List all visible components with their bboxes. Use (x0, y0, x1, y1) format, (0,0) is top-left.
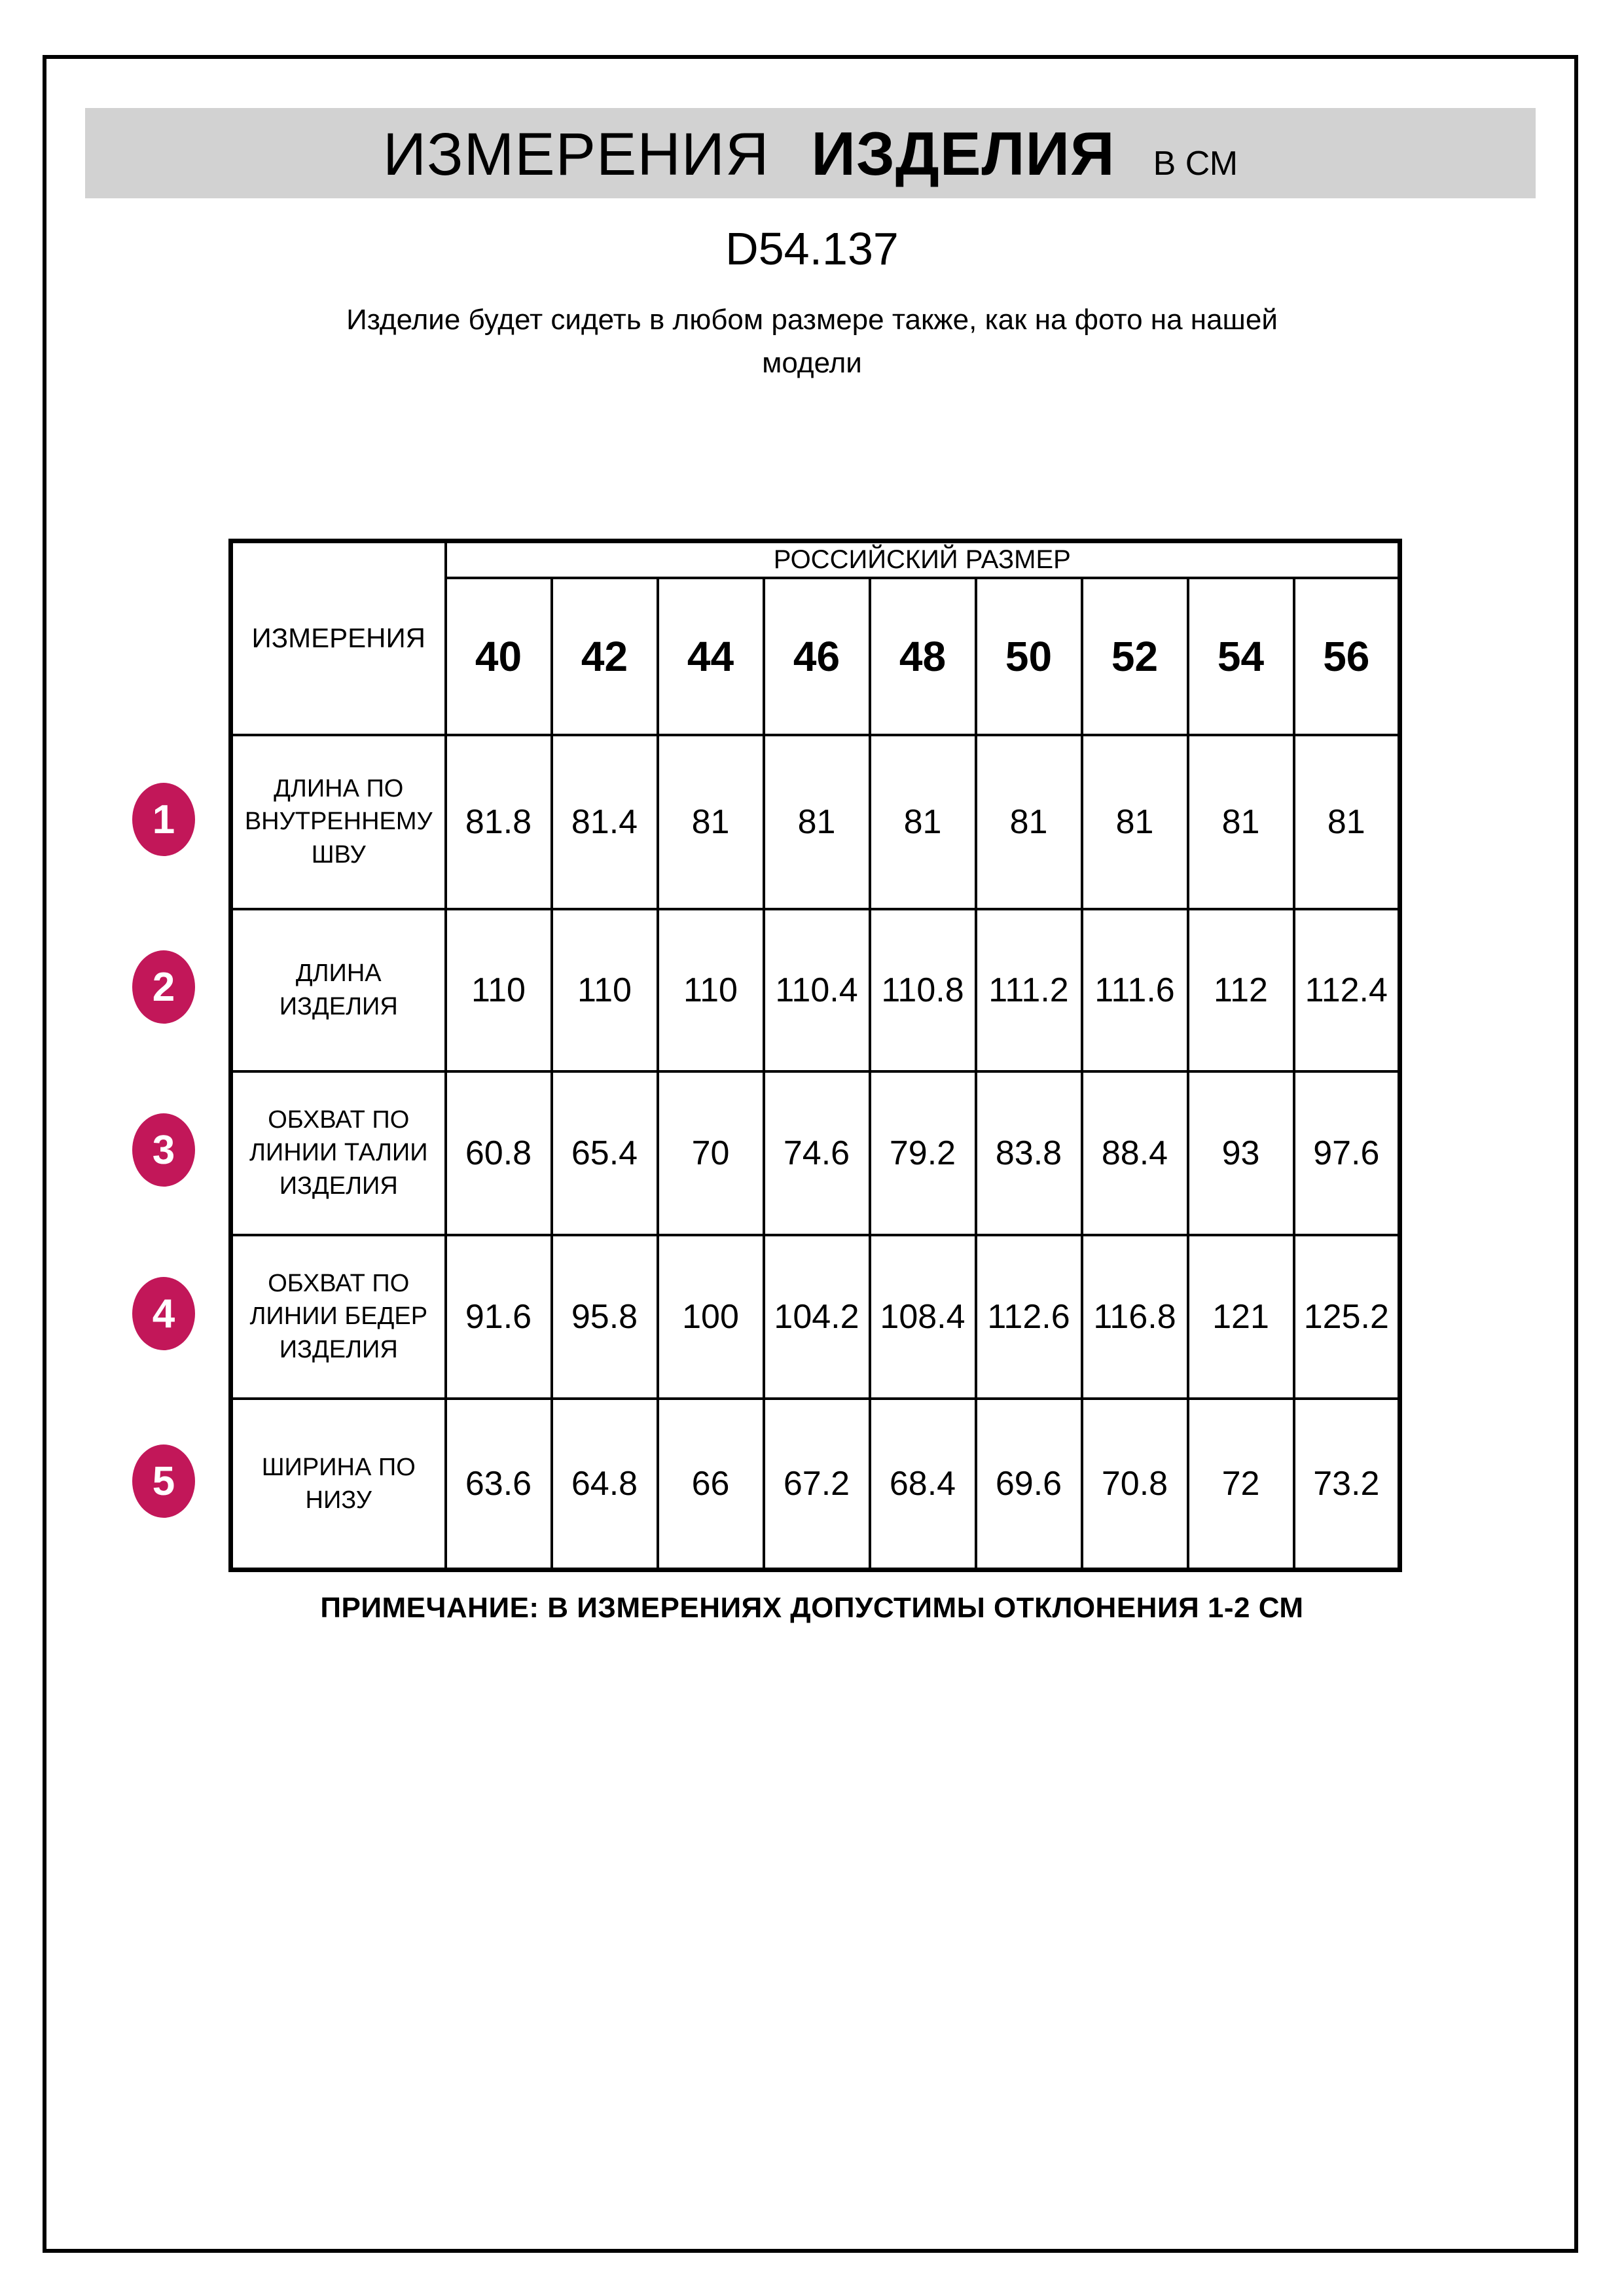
value-cell: 110 (552, 909, 658, 1071)
value-cell: 81.8 (446, 735, 552, 909)
value-cell: 95.8 (552, 1235, 658, 1399)
tolerance-note: ПРИМЕЧАНИЕ: В ИЗМЕРЕНИЯХ ДОПУСТИМЫ ОТКЛОНЕНИЯ 1-2 СМ (320, 1592, 1304, 1624)
value-cell: 108.4 (870, 1235, 976, 1399)
value-cell: 116.8 (1082, 1235, 1188, 1399)
value-cell: 64.8 (552, 1399, 658, 1570)
size-cell: 50 (976, 578, 1082, 735)
size-cell: 56 (1294, 578, 1400, 735)
value-cell: 74.6 (764, 1071, 870, 1235)
value-cell: 111.6 (1082, 909, 1188, 1071)
size-cell: 44 (658, 578, 764, 735)
title-product: ИЗДЕЛИЯ (811, 119, 1115, 188)
table-row (231, 1071, 1400, 1235)
size-cell: 42 (552, 578, 658, 735)
value-cell: 81 (1082, 735, 1188, 909)
value-cell: 69.6 (976, 1399, 1082, 1570)
model-number: D54.137 (725, 223, 899, 274)
table-row (231, 1399, 1400, 1570)
value-cell: 110.4 (764, 909, 870, 1071)
value-cell: 81 (976, 735, 1082, 909)
value-cell: 60.8 (446, 1071, 552, 1235)
value-cell: 121 (1188, 1235, 1294, 1399)
value-cell: 112.6 (976, 1235, 1082, 1399)
row-label: ДЛИНА ПО ВНУТРЕННЕМУ ШВУ (231, 735, 446, 909)
measurements-column-header: ИЗМЕРЕНИЯ (231, 541, 446, 735)
value-cell: 67.2 (764, 1399, 870, 1570)
fit-note: Изделие будет сидеть в любом размере также, как на фото на нашей модели (346, 304, 1278, 379)
value-cell: 88.4 (1082, 1071, 1188, 1235)
title-measurements: ИЗМЕРЕНИЯ (382, 121, 770, 188)
size-table (228, 539, 1402, 1572)
value-cell: 100 (658, 1235, 764, 1399)
value-cell: 104.2 (764, 1235, 870, 1399)
value-cell: 112 (1188, 909, 1294, 1071)
value-cell: 81 (870, 735, 976, 909)
size-cell: 48 (870, 578, 976, 735)
row-label: ШИРИНА ПО НИЗУ (231, 1399, 446, 1570)
value-cell: 110 (658, 909, 764, 1071)
row-label: ДЛИНА ИЗДЕЛИЯ (231, 909, 446, 1071)
value-cell: 81 (1188, 735, 1294, 909)
row-number-badge: 4 (132, 1277, 195, 1350)
table-row (231, 909, 1400, 1071)
row-label: ОБХВАТ ПО ЛИНИИ БЕДЕР ИЗДЕЛИЯ (231, 1235, 446, 1399)
table-header-row (231, 541, 1400, 578)
row-number-badge: 3 (132, 1113, 195, 1187)
value-cell: 65.4 (552, 1071, 658, 1235)
value-cell: 81 (658, 735, 764, 909)
value-cell: 73.2 (1294, 1399, 1400, 1570)
size-cell: 52 (1082, 578, 1188, 735)
row-label: ОБХВАТ ПО ЛИНИИ ТАЛИИ ИЗДЕЛИЯ (231, 1071, 446, 1235)
value-cell: 72 (1188, 1399, 1294, 1570)
size-cell: 46 (764, 578, 870, 735)
value-cell: 81 (1294, 735, 1400, 909)
row-number-badge: 1 (132, 783, 195, 856)
value-cell: 125.2 (1294, 1235, 1400, 1399)
value-cell: 81.4 (552, 735, 658, 909)
value-cell: 70 (658, 1071, 764, 1235)
value-cell: 79.2 (870, 1071, 976, 1235)
size-cell: 54 (1188, 578, 1294, 735)
row-number-badge: 5 (132, 1444, 195, 1518)
size-cell: 40 (446, 578, 552, 735)
value-cell: 83.8 (976, 1071, 1082, 1235)
title-banner (85, 108, 1536, 198)
value-cell: 63.6 (446, 1399, 552, 1570)
russian-size-header: РОССИЙСКИЙ РАЗМЕР (446, 541, 1400, 578)
row-number-badge: 2 (132, 950, 195, 1024)
value-cell: 66 (658, 1399, 764, 1570)
value-cell: 70.8 (1082, 1399, 1188, 1570)
title-units: В СМ (1153, 145, 1238, 183)
value-cell: 68.4 (870, 1399, 976, 1570)
table-row (231, 1235, 1400, 1399)
value-cell: 81 (764, 735, 870, 909)
value-cell: 91.6 (446, 1235, 552, 1399)
value-cell: 112.4 (1294, 909, 1400, 1071)
value-cell: 93 (1188, 1071, 1294, 1235)
value-cell: 111.2 (976, 909, 1082, 1071)
value-cell: 110 (446, 909, 552, 1071)
value-cell: 97.6 (1294, 1071, 1400, 1235)
value-cell: 110.8 (870, 909, 976, 1071)
table-row (231, 735, 1400, 909)
